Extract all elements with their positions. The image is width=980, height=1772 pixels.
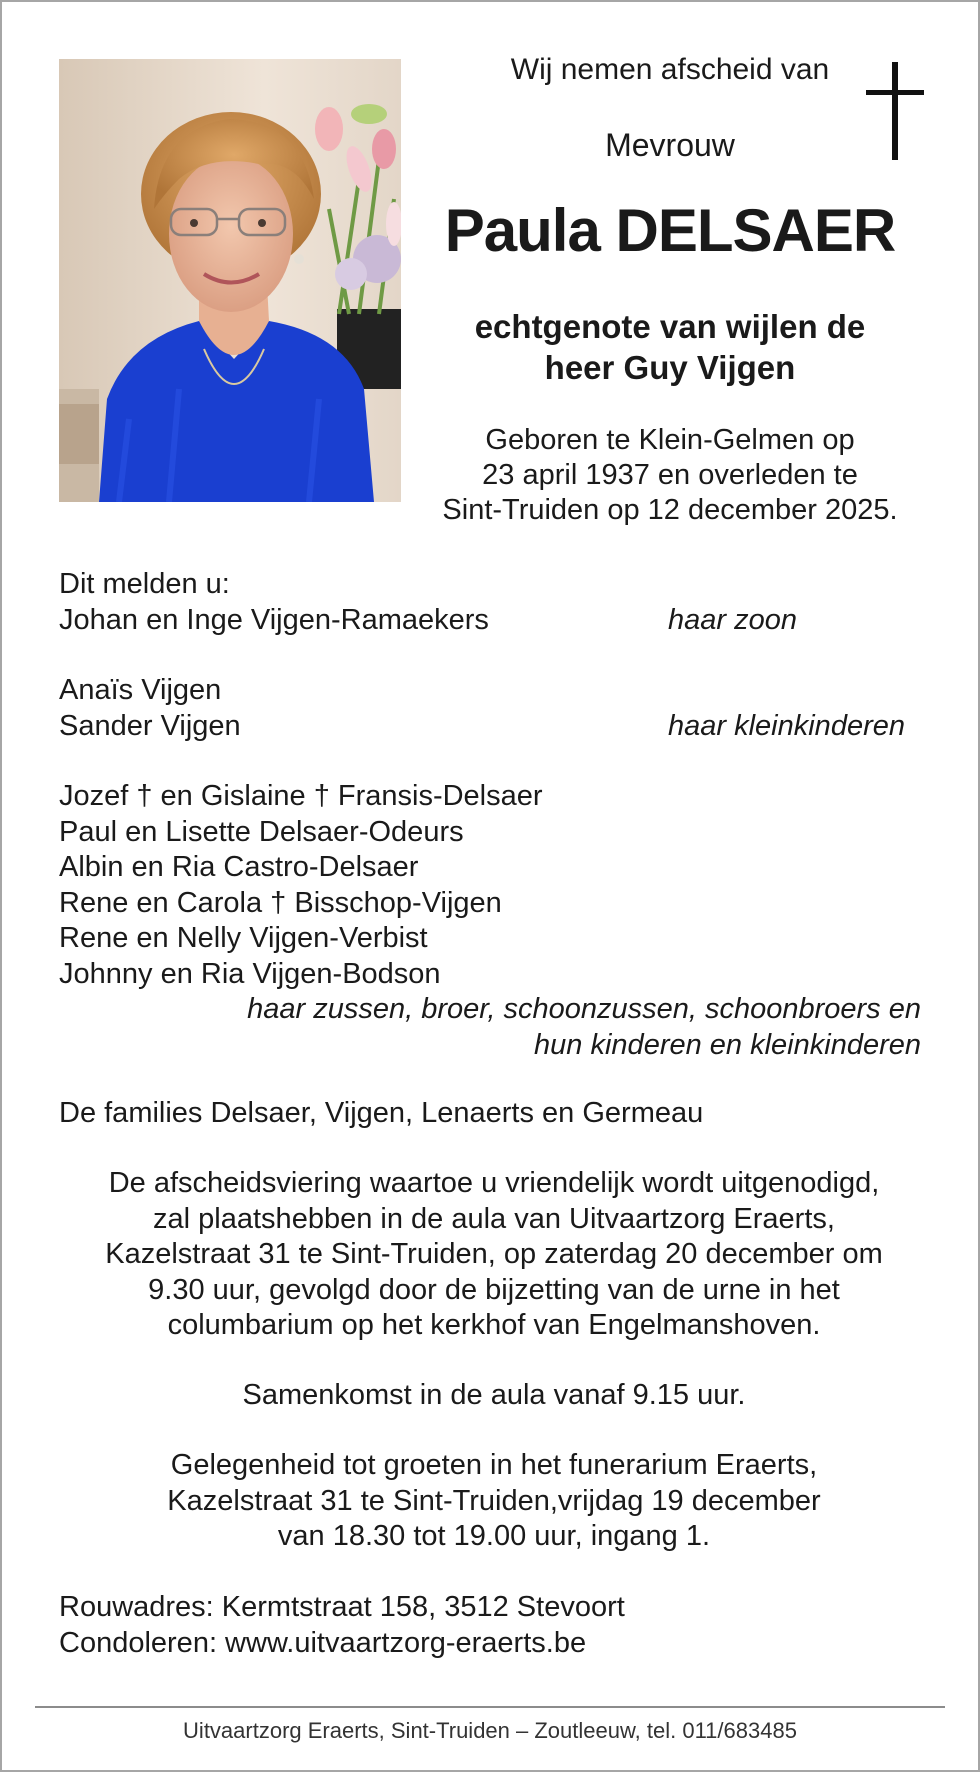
spouse-line-2: heer Guy Vijgen	[544, 349, 796, 386]
siblings-relation-2: hun kinderen en kleinkinderen	[534, 1028, 921, 1061]
grandchild-row-2	[59, 709, 929, 745]
siblings-section	[59, 779, 929, 1063]
condolence-link[interactable]: Condoleren: www.uitvaartzorg-eraerts.be	[59, 1626, 587, 1659]
announce-line: Dit melden u:	[59, 568, 230, 600]
born-line-2: 23 april 1937 en overleden te	[482, 459, 858, 491]
son-relation: haar zoon	[668, 603, 797, 636]
ceremony-line-2: zal plaatshebben in de aula van Uitvaartzorg Eraerts,	[153, 1202, 835, 1235]
ceremony-line-3: Kazelstraat 31 te Sint-Truiden, op zaterdag 20 december om	[105, 1238, 883, 1270]
grandchildren-relation: haar kleinkinderen	[668, 709, 905, 742]
gathering-line: Samenkomst in de aula vanaf 9.15 uur.	[242, 1379, 746, 1411]
contact-section	[59, 1590, 929, 1661]
footer-divider	[35, 1706, 945, 1708]
honorific: Mevrouw	[605, 127, 735, 163]
siblings-relation-1: haar zussen, broer, schoonzussen, schoonbroers en	[247, 993, 921, 1025]
sibling-5: Rene en Nelly Vijgen-Verbist	[59, 922, 428, 954]
ceremony-line-5: columbarium op het kerkhof van Engelmanshoven.	[167, 1309, 821, 1341]
ceremony-line-1: De afscheidsviering waartoe u vriendelijk wordt uitgenodigd,	[108, 1167, 880, 1199]
son-name: Johan en Inge Vijgen-Ramaekers	[59, 603, 489, 636]
announce-section	[59, 567, 929, 638]
born-line-3: Sint-Truiden op 12 december 2025.	[442, 494, 898, 526]
sibling-6: Johnny en Ria Vijgen-Bodson	[59, 957, 441, 990]
birth-death-info	[415, 423, 925, 528]
intro-text: Wij nemen afscheid van	[510, 53, 830, 86]
ceremony-line-4: 9.30 uur, gevolgd door de bijzetting van de urne in het	[148, 1273, 840, 1306]
visitation-section	[59, 1448, 929, 1555]
spouse-info	[415, 306, 925, 388]
deceased-name: Paula DELSAER	[444, 197, 896, 264]
sibling-1: Jozef † en Gislaine † Fransis-Delsaer	[59, 780, 543, 812]
sibling-2: Paul en Lisette Delsaer-Odeurs	[59, 815, 464, 848]
families-line: De families Delsaer, Vijgen, Lenaerts en Germeau	[59, 1097, 704, 1129]
visitation-line-3: van 18.30 tot 19.00 uur, ingang 1.	[277, 1520, 711, 1552]
born-line-1: Geboren te Klein-Gelmen op	[485, 424, 855, 456]
grandchildren-section	[59, 673, 929, 744]
sibling-4: Rene en Carola † Bisschop-Vijgen	[59, 886, 502, 919]
grandchild-1: Anaïs Vijgen	[59, 674, 222, 706]
visitation-line-1: Gelegenheid tot groeten in het funerarium Eraerts,	[170, 1449, 818, 1481]
mourning-address: Rouwadres: Kermtstraat 158, 3512 Stevoort	[59, 1591, 625, 1623]
spouse-line-1: echtgenote van wijlen de	[474, 308, 866, 345]
ceremony-section	[59, 1166, 929, 1344]
portrait-photo	[59, 59, 401, 502]
grandchild-2: Sander Vijgen	[59, 709, 241, 742]
sibling-3: Albin en Ria Castro-Delsaer	[59, 851, 419, 883]
footer-text: Uitvaartzorg Eraerts, Sint-Truiden – Zoutleeuw, tel. 011/683485	[183, 1718, 797, 1743]
son-row	[59, 603, 929, 639]
visitation-line-2: Kazelstraat 31 te Sint-Truiden,vrijdag 19 december	[167, 1484, 821, 1517]
